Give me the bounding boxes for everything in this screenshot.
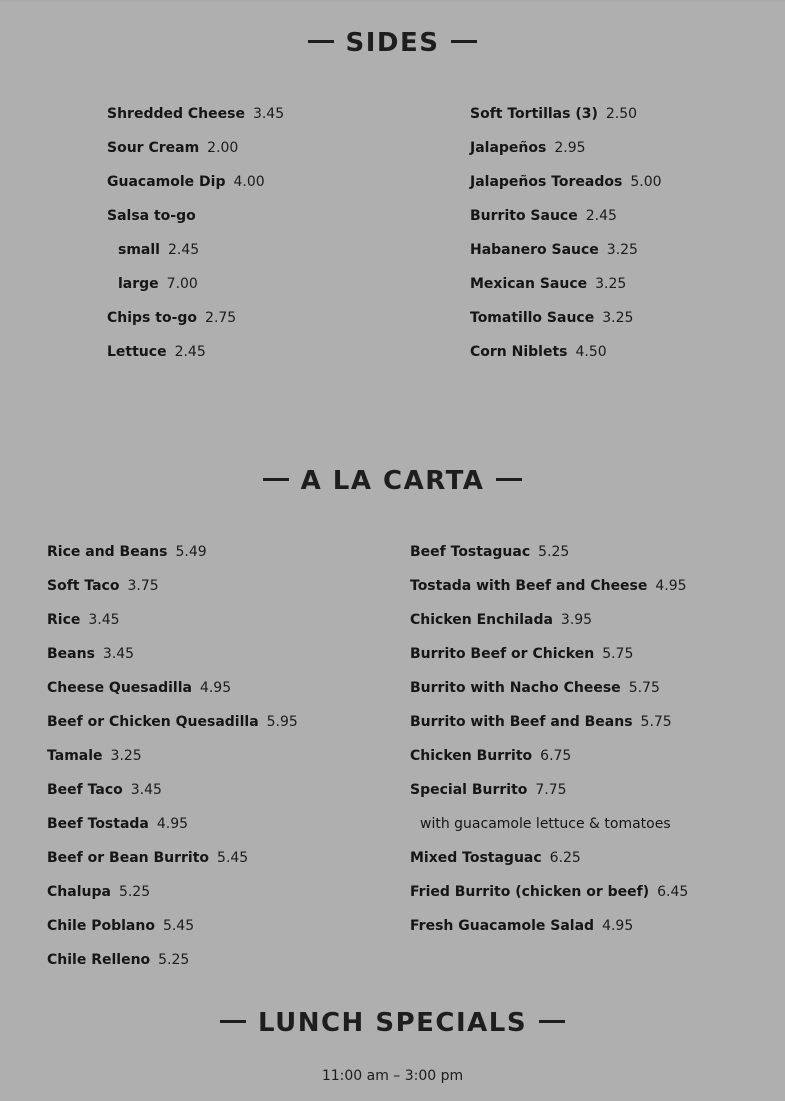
item-name: Tomatillo Sauce bbox=[470, 310, 595, 326]
item-name: Rice and Beans bbox=[47, 544, 168, 560]
menu-item bbox=[47, 671, 298, 705]
item-name: Jalapeños bbox=[470, 140, 547, 156]
item-price: 6.45 bbox=[657, 884, 689, 900]
item-price: 3.45 bbox=[102, 646, 135, 662]
menu-item bbox=[47, 943, 298, 977]
item-price: 7.75 bbox=[535, 782, 567, 798]
menu-item bbox=[470, 199, 662, 233]
item-price: 4.95 bbox=[156, 816, 189, 832]
a-la-carta-heading bbox=[0, 466, 785, 496]
item-price: 4.95 bbox=[655, 578, 687, 594]
menu-item bbox=[410, 705, 688, 739]
menu-item bbox=[47, 875, 298, 909]
item-name: Tamale bbox=[47, 748, 103, 764]
item-name: Chicken Burrito bbox=[410, 748, 533, 764]
menu-item bbox=[47, 603, 298, 637]
item-price: 5.25 bbox=[118, 884, 151, 900]
menu-item bbox=[410, 603, 688, 637]
item-name: Burrito with Nacho Cheese bbox=[410, 680, 621, 696]
item-price: 5.75 bbox=[628, 680, 660, 696]
heading-dash-right bbox=[496, 478, 522, 481]
item-name: large bbox=[118, 276, 159, 292]
heading-dash-left bbox=[263, 478, 289, 481]
a-la-carta-left-column bbox=[47, 535, 298, 977]
item-price: 4.95 bbox=[602, 918, 634, 934]
menu-item bbox=[470, 165, 662, 199]
menu-item bbox=[47, 773, 298, 807]
menu-item bbox=[410, 841, 688, 875]
menu-item bbox=[107, 301, 284, 335]
item-price: 4.50 bbox=[575, 344, 607, 360]
item-price: 2.50 bbox=[605, 106, 638, 122]
item-price: 5.95 bbox=[266, 714, 298, 730]
item-price: 5.45 bbox=[162, 918, 195, 934]
menu-item bbox=[107, 335, 284, 369]
menu-item bbox=[410, 569, 688, 603]
sides-left-column bbox=[107, 97, 284, 369]
item-name: Corn Niblets bbox=[470, 344, 568, 360]
item-name: small bbox=[118, 242, 160, 258]
item-price: 4.00 bbox=[233, 174, 265, 190]
item-price: 2.00 bbox=[207, 140, 239, 156]
item-name: Sour Cream bbox=[107, 140, 200, 156]
menu-item bbox=[410, 773, 688, 807]
a-la-carta-title: A LA CARTA bbox=[300, 466, 485, 496]
heading-dash-left bbox=[220, 1020, 246, 1023]
item-name: Habanero Sauce bbox=[470, 242, 599, 258]
item-price: 7.00 bbox=[166, 276, 198, 292]
item-name: Beans bbox=[47, 646, 95, 662]
a-la-carta-right-column bbox=[410, 535, 688, 943]
menu-subitem bbox=[107, 267, 284, 301]
item-name: Beef or Bean Burrito bbox=[47, 850, 210, 866]
item-price: 3.25 bbox=[606, 242, 638, 258]
menu-item bbox=[470, 267, 662, 301]
item-price: 3.25 bbox=[595, 276, 627, 292]
item-name: Burrito Beef or Chicken bbox=[410, 646, 595, 662]
item-price: 4.95 bbox=[199, 680, 232, 696]
menu-item bbox=[470, 131, 662, 165]
item-price: 2.95 bbox=[554, 140, 586, 156]
item-price: 3.45 bbox=[88, 612, 120, 628]
item-name: Tostada with Beef and Cheese bbox=[410, 578, 648, 594]
item-price: 5.75 bbox=[602, 646, 634, 662]
item-name: Mixed Tostaguac bbox=[410, 850, 542, 866]
item-price: 2.75 bbox=[205, 310, 237, 326]
menu-item bbox=[410, 875, 688, 909]
item-name: Lettuce bbox=[107, 344, 167, 360]
item-name: Mexican Sauce bbox=[470, 276, 588, 292]
menu-item bbox=[47, 569, 298, 603]
sides-right-column bbox=[470, 97, 662, 369]
item-name: Guacamole Dip bbox=[107, 174, 226, 190]
item-name: Beef Tostaguac bbox=[410, 544, 531, 560]
menu-item bbox=[470, 233, 662, 267]
item-name: Special Burrito bbox=[410, 782, 528, 798]
item-name: Beef or Chicken Quesadilla bbox=[47, 714, 259, 730]
item-price: 3.45 bbox=[130, 782, 162, 798]
item-name: Rice bbox=[47, 612, 81, 628]
item-name: Burrito Sauce bbox=[470, 208, 578, 224]
menu-subitem bbox=[107, 233, 284, 267]
item-name: Beef Taco bbox=[47, 782, 123, 798]
item-name: Chicken Enchilada bbox=[410, 612, 553, 628]
menu-item bbox=[47, 705, 298, 739]
menu-item bbox=[470, 97, 662, 131]
lunch-specials-title: LUNCH SPECIALS bbox=[257, 1008, 528, 1038]
item-price: 5.25 bbox=[538, 544, 570, 560]
menu-item bbox=[107, 131, 284, 165]
menu-item bbox=[47, 637, 298, 671]
item-price: 5.25 bbox=[158, 952, 190, 968]
menu-item bbox=[47, 739, 298, 773]
menu-item bbox=[410, 739, 688, 773]
item-price: 2.45 bbox=[174, 344, 206, 360]
menu-item bbox=[47, 841, 298, 875]
menu-item bbox=[470, 335, 662, 369]
lunch-specials-heading bbox=[0, 1008, 785, 1038]
menu-item bbox=[47, 535, 298, 569]
item-name: Soft Tortillas (3) bbox=[470, 106, 598, 122]
sides-heading bbox=[0, 28, 785, 58]
item-name: Shredded Cheese bbox=[107, 106, 245, 122]
heading-dash-right bbox=[539, 1020, 565, 1023]
item-price: 3.95 bbox=[560, 612, 593, 628]
item-price: 6.25 bbox=[549, 850, 581, 866]
menu-item bbox=[47, 807, 298, 841]
item-price: 3.25 bbox=[602, 310, 634, 326]
item-name: Beef Tostada bbox=[47, 816, 149, 832]
item-name: Soft Taco bbox=[47, 578, 120, 594]
menu-item bbox=[410, 535, 688, 569]
item-price: 3.25 bbox=[110, 748, 142, 764]
item-price: 2.45 bbox=[167, 242, 200, 258]
item-name: Jalapeños Toreados bbox=[470, 174, 623, 190]
item-price: 5.45 bbox=[217, 850, 249, 866]
item-name: Chips to-go bbox=[107, 310, 198, 326]
item-description: with guacamole lettuce & tomatoes bbox=[420, 816, 671, 832]
heading-dash-left bbox=[308, 40, 334, 43]
item-name: Chile Relleno bbox=[47, 952, 151, 968]
item-name: Burrito with Beef and Beans bbox=[410, 714, 633, 730]
menu-item bbox=[470, 301, 662, 335]
item-name: Salsa to-go bbox=[107, 208, 196, 224]
menu-item bbox=[107, 97, 284, 131]
menu-item bbox=[410, 637, 688, 671]
lunch-hours: 11:00 am – 3:00 pm bbox=[321, 1068, 464, 1084]
item-name: Chalupa bbox=[47, 884, 111, 900]
item-name: Chile Poblano bbox=[47, 918, 155, 934]
menu-item bbox=[410, 909, 688, 943]
menu-item bbox=[410, 671, 688, 705]
item-price: 6.75 bbox=[540, 748, 572, 764]
item-price: 5.75 bbox=[640, 714, 672, 730]
menu-item bbox=[107, 165, 284, 199]
item-price: 2.45 bbox=[585, 208, 617, 224]
item-name: Fresh Guacamole Salad bbox=[410, 918, 595, 934]
item-name: Cheese Quesadilla bbox=[47, 680, 192, 696]
menu-item bbox=[107, 199, 284, 233]
sides-title: SIDES bbox=[345, 28, 440, 58]
top-border-line bbox=[0, 0, 785, 2]
item-price: 3.75 bbox=[127, 578, 159, 594]
item-name: Fried Burrito (chicken or beef) bbox=[410, 884, 650, 900]
heading-dash-right bbox=[451, 40, 477, 43]
menu-item bbox=[47, 909, 298, 943]
item-price: 5.00 bbox=[630, 174, 662, 190]
item-price: 5.49 bbox=[175, 544, 207, 560]
item-price: 3.45 bbox=[252, 106, 285, 122]
